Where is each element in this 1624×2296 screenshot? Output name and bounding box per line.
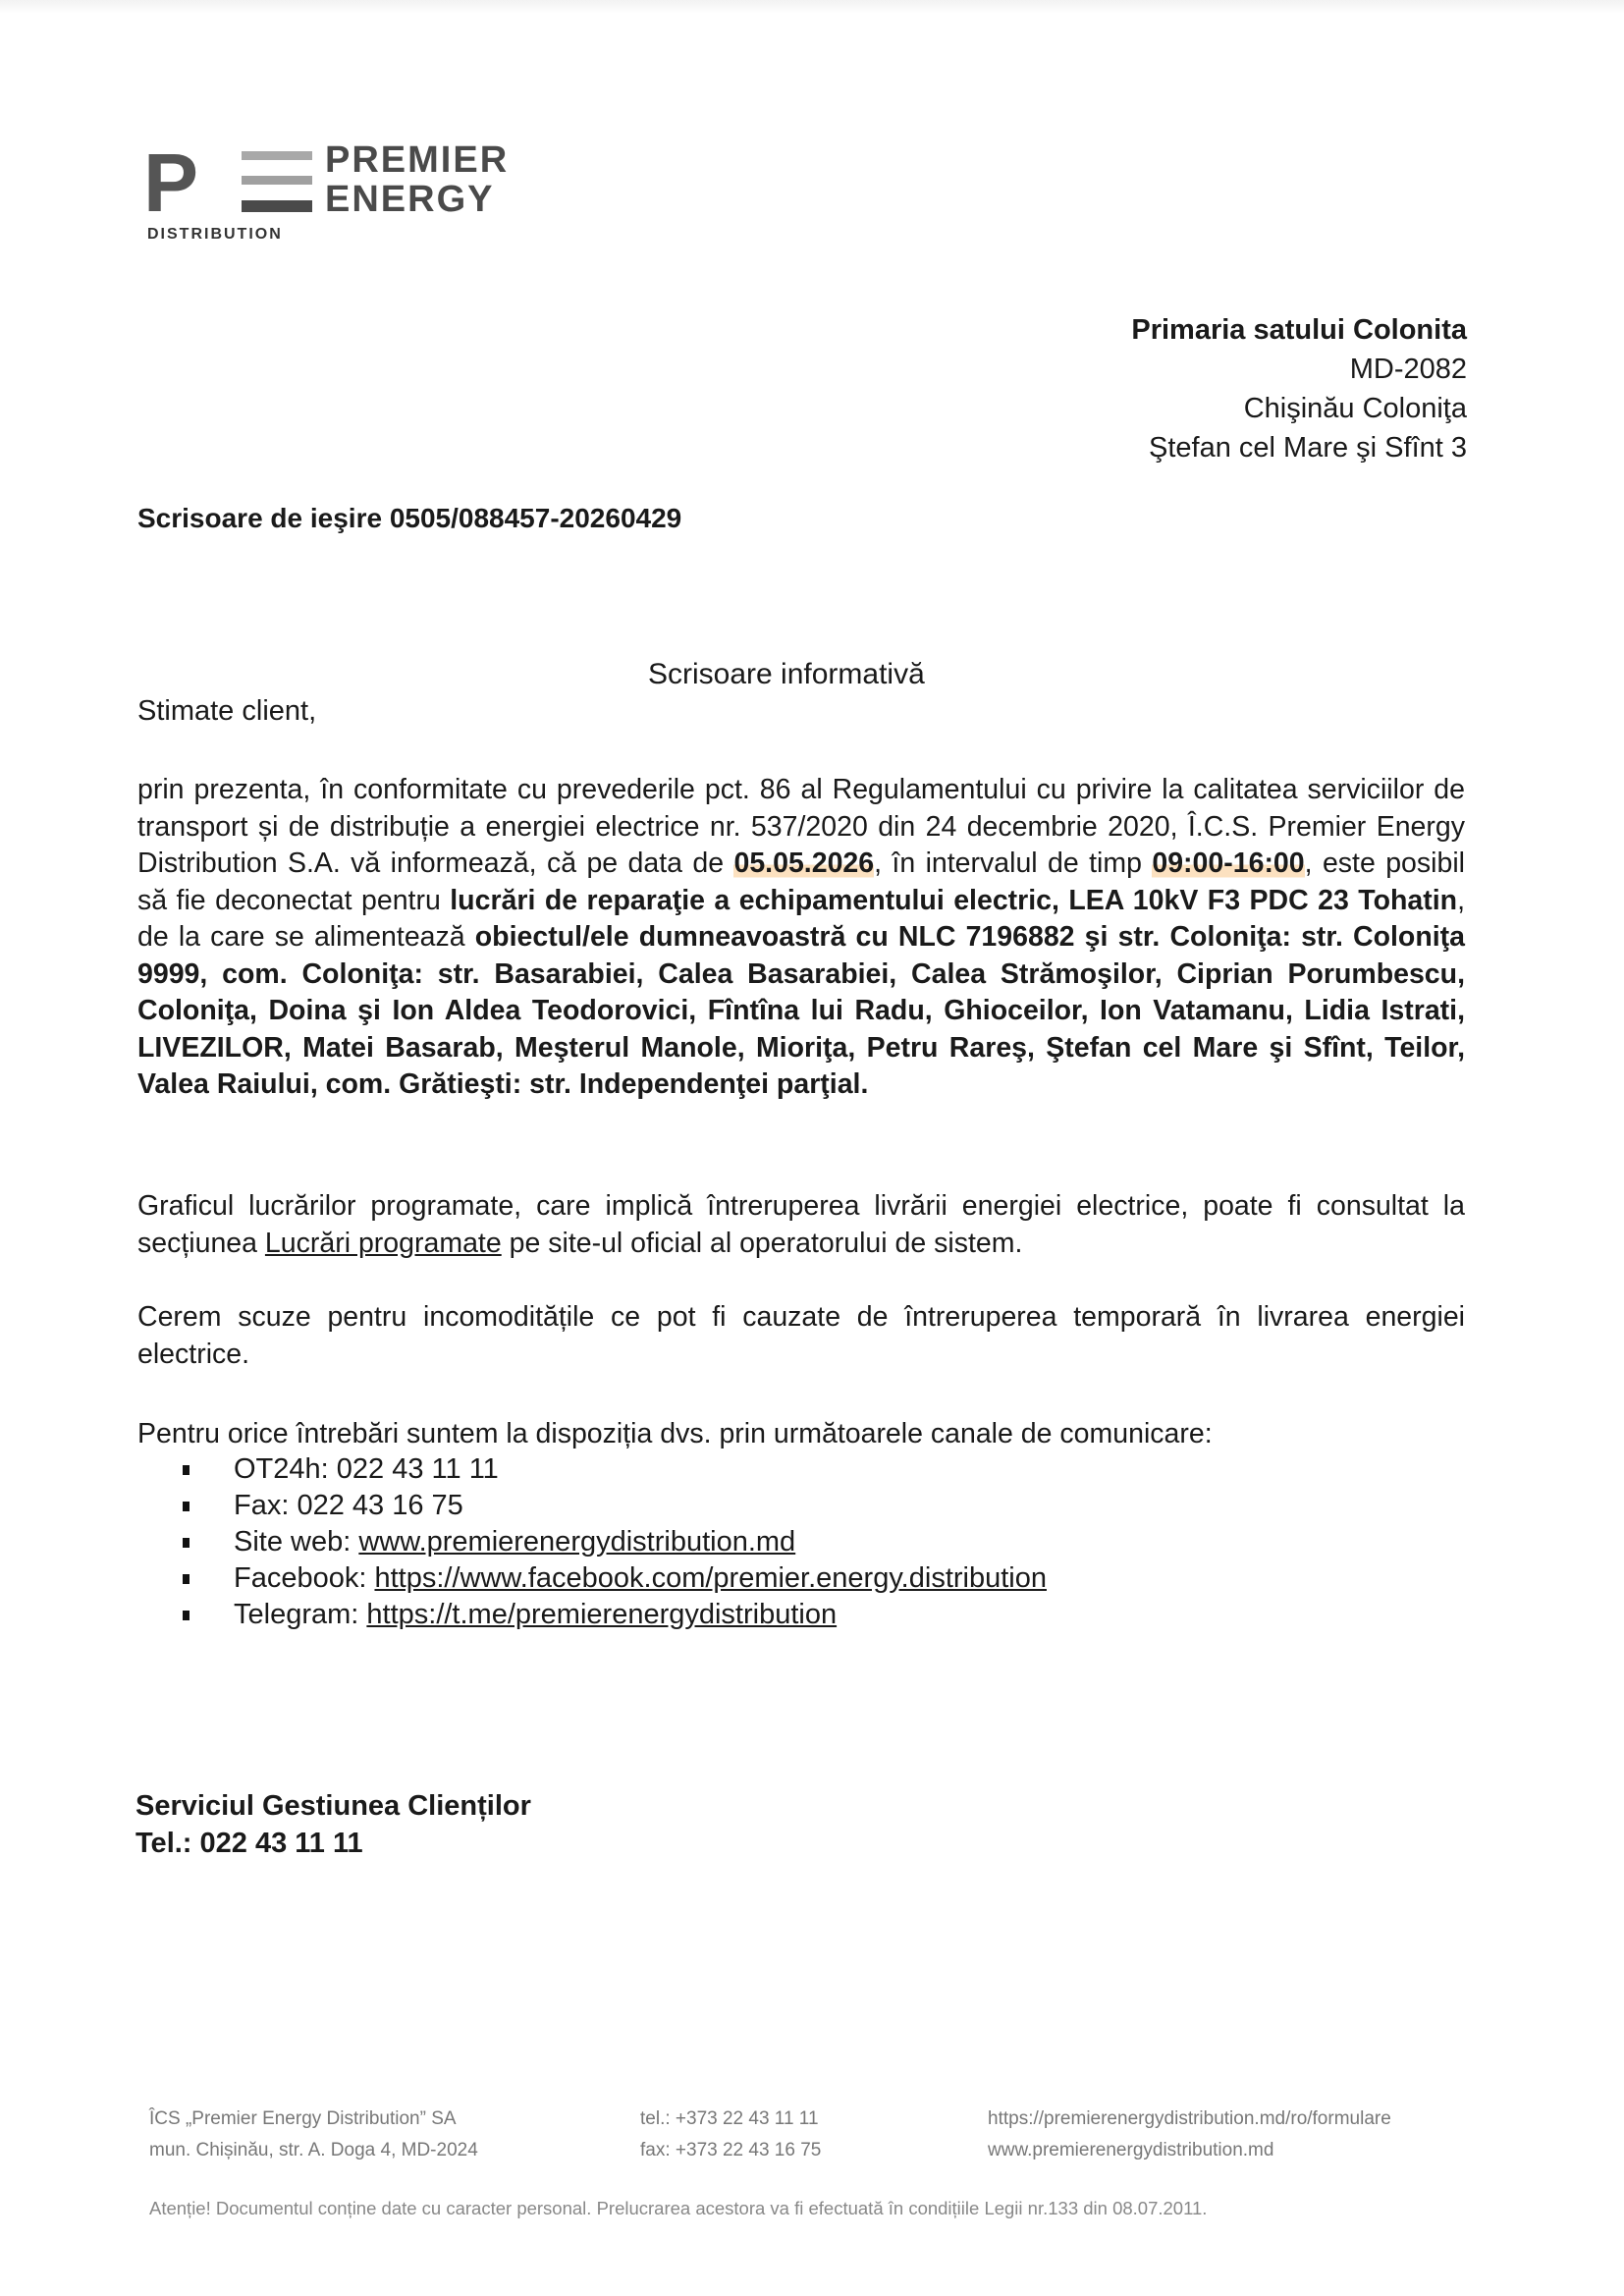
contact-list xyxy=(183,1451,1047,1633)
contact-item-facebook xyxy=(183,1560,1047,1597)
bullet-icon xyxy=(183,1465,189,1475)
footer-links xyxy=(988,2104,1391,2166)
recipient-postal-code: MD-2082 xyxy=(1349,354,1467,385)
contact-label: Site web: xyxy=(234,1526,359,1558)
affected-objects: obiectul/ele dumneavoastră cu NLC 7196882 şi str. Coloniţa: str. Coloniţa 9999, com. Coloniţa: str. Basarabiei, Calea Basarabiei, Calea Strămoşilor, Ciprian Porumbescu, Coloniţa, Doina şi Ion Aldea Teodorovici, Fîntîna lui Radu, Ghioceilor, Ion Vatamanu, Lidia Istrati, LIVEZILOR, Matei Basarab, Meşterul Manole, Mioriţa, Petru Rareş, Ştefan cel Mare şi Sfînt, Teilor, Valea Raiului, com. Grătieşti: str. Independenţei parţial. xyxy=(137,921,1465,1100)
logo-word-premier: PREMIER xyxy=(325,139,510,181)
logo-letter: P xyxy=(143,137,197,229)
scan-top-strip xyxy=(0,0,1624,14)
footer-phones xyxy=(640,2104,821,2166)
recipient-locality: Chişinău Coloniţa xyxy=(1243,393,1467,424)
contact-item-ot24h xyxy=(183,1451,1047,1488)
outage-date: 05.05.2026 xyxy=(733,847,875,879)
outage-works: lucrări de reparaţie a echipamentului electric, LEA 10kV F3 PDC 23 Tohatin xyxy=(450,884,1458,916)
letter-reference: Scrisoare de ieşire 0505/088457-20260429 xyxy=(137,503,682,533)
contact-label: Fax: xyxy=(234,1490,298,1521)
footer-company xyxy=(149,2104,478,2166)
contact-value: 022 43 16 75 xyxy=(297,1490,463,1521)
contact-value: 022 43 11 11 xyxy=(336,1453,499,1485)
logo-word-energy: ENERGY xyxy=(325,179,495,220)
text: Graficul lucrărilor programate, care implică întreruperea livrării energiei electrice, poate fi consultat la secțiunea xyxy=(137,1190,1465,1259)
text: , în intervalul de timp xyxy=(874,847,1153,879)
text: , este posibil să fie deconectat pentru xyxy=(137,847,1465,916)
telegram-link[interactable]: https://t.me/premierenergydistribution xyxy=(366,1599,838,1630)
bullet-icon xyxy=(183,1574,189,1584)
website-link[interactable]: www.premierenergydistribution.md xyxy=(358,1526,796,1558)
text: , de la care se alimentează xyxy=(137,884,1465,953)
logo-bars-icon xyxy=(242,151,312,228)
paragraph-apology: Cerem scuze pentru incomoditățile ce pot fi cauzate de întreruperea temporară în livrarea energiei electrice. xyxy=(137,1301,1465,1370)
footer-fax: fax: +373 22 43 16 75 xyxy=(640,2140,822,2160)
contact-label: Facebook: xyxy=(234,1562,375,1594)
footer-company-name: ÎCS „Premier Energy Distribution” SA xyxy=(149,2108,457,2129)
signature-department: Serviciul Gestiunea Clienților xyxy=(135,1790,531,1822)
greeting: Stimate client, xyxy=(137,695,317,727)
contact-item-fax xyxy=(183,1488,1047,1524)
bullet-icon xyxy=(183,1502,189,1511)
paragraph-outage-notice xyxy=(137,772,1465,1104)
scheduled-works-link[interactable]: Lucrări programate xyxy=(264,1227,502,1259)
footer-tel: tel.: +373 22 43 11 11 xyxy=(640,2108,819,2129)
contact-item-telegram xyxy=(183,1597,1047,1633)
facebook-link[interactable]: https://www.facebook.com/premier.energy.distribution xyxy=(374,1562,1047,1594)
recipient-name: Primaria satului Colonita xyxy=(1131,314,1467,346)
bullet-icon xyxy=(183,1538,189,1548)
footer-address: mun. Chișinău, str. A. Doga 4, MD-2024 xyxy=(149,2140,478,2160)
logo-subtitle: DISTRIBUTION xyxy=(147,226,283,243)
paragraph-contact-intro: Pentru orice întrebări suntem la dispoziția dvs. prin următoarele canale de comunicare: xyxy=(137,1418,1213,1449)
privacy-notice: Atenție! Documentul conține date cu caracter personal. Prelucrarea acestora va fi efectuată în condițiile Legii nr.133 din 08.07.2011. xyxy=(149,2198,1208,2218)
contact-label: OT24h: xyxy=(234,1453,337,1485)
footer-website-link[interactable]: www.premierenergydistribution.md xyxy=(988,2140,1274,2160)
text: pe site-ul oficial al operatorului de sistem. xyxy=(501,1227,1023,1259)
signature-block xyxy=(135,1787,531,1862)
company-logo xyxy=(143,137,575,249)
contact-item-website xyxy=(183,1524,1047,1560)
paragraph-schedule xyxy=(137,1188,1465,1262)
letter-subject: Scrisoare informativă xyxy=(648,658,925,690)
signature-phone: Tel.: 022 43 11 11 xyxy=(135,1828,363,1859)
outage-time: 09:00-16:00 xyxy=(1152,847,1305,879)
footer-forms-link[interactable]: https://premierenergydistribution.md/ro/formulare xyxy=(988,2108,1391,2129)
text: prin prezenta, în conformitate cu prevederile pct. 86 al Regulamentului cu privire la calitatea serviciilor de transport și de distribuție a energiei electrice nr. 537/2020 din 24 decembrie 2020, Î.C.S. Premier Energy Distribution S.A. vă informează, că pe data de xyxy=(137,774,1465,879)
contact-label: Telegram: xyxy=(234,1599,367,1630)
recipient-address xyxy=(1131,310,1467,467)
recipient-street: Ştefan cel Mare şi Sfînt 3 xyxy=(1149,432,1467,464)
bullet-icon xyxy=(183,1611,189,1620)
